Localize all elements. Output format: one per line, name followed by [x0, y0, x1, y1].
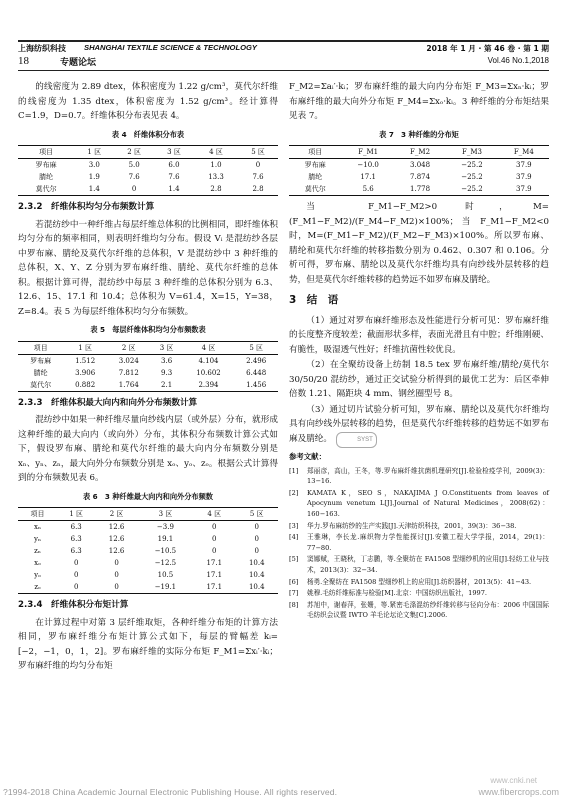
paragraph: 混纺纱中如果一种纤维尽量向纱线内层（或外层）分布，就形成这种纤维的最大向内（或向外）分布，其体积分布频数计算公式如下，假设罗布麻、腈纶和莫代尔纤维的最大向内分布频数分别是 xₙ、yₙ、zₙ，最大向外分布频数分别是 xₒ、yₒ、zₒ。根据公式计算得到的分布频数见表 6。	[18, 415, 278, 483]
col-header: 4 区	[201, 343, 216, 352]
table-cell: yₒ	[34, 571, 41, 579]
table-cell: 腈纶	[33, 368, 48, 377]
col-header: 项目	[39, 148, 54, 156]
ref-number: [6]	[289, 577, 299, 586]
section-heading: 2.3.4 纤维体积分布矩计算	[18, 600, 129, 610]
table-cell: 6.3	[70, 523, 82, 531]
table-cell: 1.4	[88, 185, 100, 193]
table-row	[18, 521, 278, 534]
reference-item	[289, 554, 549, 575]
table-7	[289, 145, 549, 196]
table-cell: 12.6	[108, 547, 125, 555]
table-header-row	[18, 508, 278, 521]
col-header: F_M3	[461, 148, 482, 156]
table-6	[18, 507, 278, 594]
table-cell: 7.6	[168, 173, 180, 181]
col-header: 4 区	[207, 510, 222, 518]
col-header: F_M2	[410, 148, 431, 156]
table-cell: −19.1	[154, 583, 177, 591]
table-row	[18, 171, 278, 183]
ref-text: 苏旭中，谢春萍，张姗，等.紧密毛涤混纺纱纤维转移与径向分布：2006 中国国际毛纺织会议暨 IWTO 羊毛论坛论文集[C].2006.	[307, 600, 549, 620]
table-cell: 1.0	[210, 161, 222, 169]
journal-title-en: SHANGHAI TEXTILE SCIENCE & TECHNOLOGY	[84, 43, 257, 52]
table-cell: 37.9	[516, 185, 532, 193]
table-cell: −25.2	[461, 173, 483, 181]
table-cell: 13.3	[208, 173, 224, 181]
col-header: 项目	[308, 148, 323, 156]
reference-item	[289, 466, 549, 487]
col-header: 1 区	[87, 148, 102, 156]
left-column	[18, 80, 278, 675]
table-cell: −3.9	[156, 523, 174, 531]
table-cell: 腈纶	[39, 173, 54, 181]
table-cell: xₒ	[34, 559, 41, 567]
col-header: 3 区	[158, 510, 173, 518]
col-header: 项目	[33, 343, 48, 352]
col-header: 5 区	[249, 510, 264, 518]
references-heading: 参考文献：	[289, 452, 326, 461]
issue-info-en: Vol.46 No.1,2018	[487, 56, 549, 65]
table-row	[289, 183, 549, 196]
table-row	[18, 379, 278, 392]
table-cell: 0	[131, 185, 137, 193]
table-cell: 3.048	[410, 161, 431, 169]
paragraph: F_M2=Σaᵢ′·kᵢ；罗布麻纤维的最大向内分布矩 F_M3=Σxₙ·kᵢ；罗布麻纤维的最大向外分布矩 F_M4=Σxₒ·kᵢ。3 种纤维的分布矩结果见表 7。	[289, 82, 549, 121]
table-cell: 10.4	[248, 571, 265, 579]
right-column	[289, 80, 549, 622]
table-cell: −10.5	[154, 547, 177, 555]
section-heading-conclusion: 3 结 语	[289, 294, 339, 306]
table-cell: 7.6	[128, 173, 140, 181]
ref-number: [2]	[289, 488, 299, 497]
col-header: 4 区	[209, 148, 223, 156]
paragraph	[289, 403, 549, 449]
table-row	[18, 557, 278, 569]
table-row	[289, 171, 549, 183]
ref-text: 华力.罗布麻纺纱的生产实践[J].天津纺织科技，2001，39(3)：36−38.	[307, 521, 517, 530]
table-cell: 0	[254, 523, 259, 531]
table-cell: −25.2	[461, 161, 483, 169]
table-7-caption: 表 7 3 种纤维的分布矩	[379, 129, 459, 139]
table-cell: 2.8	[252, 185, 264, 193]
section-heading: 2.3.2 纤维体积均匀分布频数计算	[18, 202, 155, 212]
table-cell: −12.5	[154, 559, 177, 567]
table-cell: −25.2	[461, 185, 483, 193]
paragraph: 若混纺纱中一种纤维占每层纤维总体积的比例相同，即纤维体积均匀分布的频率相同，则表明纤维均匀分布。假设 Vᵢ 是混纺纱各层中罗布麻、腈纶及莫代尔纤维的总体积，V 是混纺纱中 3 种纤维的总体积，X、Y、Z 分别为罗布麻纤维、腈纶、莫代尔纤维的总体积。根据计算可得，混纺纱中每层 3 种纤维的总体积分别为 6.3、12.6、15、17.1 和 10.4；总体积为 V=61.4，X=15，Y=38，Z=8.4。表 5 为每层纤维体积均匀分布频数。	[18, 219, 278, 317]
ref-text: 姚穆.毛纺纤维标准与检验[M].北京：中国纺织出版社，1997.	[307, 589, 488, 598]
paragraph: （2）在全聚纺设备上纺制 18.5 tex 罗布麻纤维/腈纶/莫代尔 30/50/20 混纺纱，通过正交试验分析得到的最优工艺为：后区牵伸倍数 1.21、隔距块 4 mm、钢丝圈型号 8。	[289, 360, 549, 399]
journal-title-cn: 上海纺织科技	[18, 44, 66, 53]
table-cell: 2.1	[161, 380, 173, 389]
watermark-site: www.cnki.net	[490, 776, 537, 785]
reference-item	[289, 532, 549, 553]
table-cell: 7.874	[410, 173, 431, 181]
table-cell: 1.764	[118, 380, 139, 389]
header-bottom-rule	[18, 70, 549, 71]
table-cell: 37.9	[516, 161, 532, 169]
table-cell: 腈纶	[308, 173, 323, 181]
table-cell: 6.3	[70, 547, 82, 555]
table-cell: 37.9	[516, 173, 532, 181]
col-header: 5 区	[249, 343, 263, 352]
table-row	[18, 533, 278, 545]
table-cell: 1.512	[75, 356, 96, 365]
table-cell: 3.024	[118, 356, 139, 365]
table-cell: xₙ	[34, 523, 41, 531]
table-cell: 17.1	[206, 583, 223, 591]
table-row	[18, 545, 278, 557]
table-cell: 0	[114, 583, 119, 591]
ref-text: 窦娜赋，王晓秋，丁志鹏，等.全聚纺在 FA1508 型细纱机的应用[J].轻纺工业与技术，2013(3)：32−34.	[307, 555, 549, 574]
table-4-caption: 表 4 纤维体积分布表	[111, 129, 185, 139]
col-header: 2 区	[127, 148, 141, 156]
table-cell: 莫代尔	[35, 185, 57, 193]
reference-item	[289, 488, 549, 520]
reference-item	[289, 577, 549, 588]
col-header: 1 区	[78, 343, 92, 352]
table-cell: 0	[114, 571, 119, 579]
col-header: F_M4	[513, 148, 534, 156]
table-cell: 0.882	[75, 380, 96, 389]
table-cell: 0	[255, 161, 261, 169]
table-cell: 6.3	[70, 535, 82, 543]
ref-number: [7]	[289, 589, 299, 598]
paragraph: 的线密度为 2.89 dtex，体积密度为 1.22 g/cm³，莫代尔纤维的线密度为 1.35 dtex，体积密度为 1.52 g/cm³。经计算得 C=1.9，D=0.7。纤维体积分布表见表 4。	[18, 82, 278, 121]
table-cell: 3.0	[88, 161, 100, 169]
table-row	[18, 183, 278, 196]
table-cell: 0	[73, 559, 79, 567]
table-header-row	[289, 146, 549, 159]
table-cell: 2.8	[210, 185, 222, 193]
table-cell: 5.6	[362, 185, 374, 193]
table-4	[18, 145, 278, 196]
watermark: www.fibercrops.com	[478, 787, 559, 797]
ref-number: [4]	[289, 533, 299, 542]
table-row	[18, 354, 278, 367]
table-cell: 12.6	[108, 535, 125, 543]
header-top-rule	[18, 40, 549, 42]
col-header: F_M1	[358, 148, 379, 156]
table-cell: 10.4	[248, 559, 265, 567]
table-cell: 0	[212, 523, 217, 531]
table-cell: 1.4	[168, 185, 180, 193]
table-row	[289, 159, 549, 172]
table-cell: 0	[73, 583, 79, 591]
table-cell: 莫代尔	[30, 380, 52, 389]
conclusion-3-text: （3）通过切片试验分析可知，罗布麻、腈纶以及莫代尔纤维均具有向纱线外层转移的趋势，但是莫代尔纤维转移的趋势远不如罗布麻及腈纶。	[289, 404, 549, 444]
table-row	[18, 367, 278, 379]
table-cell: 4.104	[198, 356, 219, 365]
col-header: 2 区	[109, 510, 124, 518]
table-cell: −10.0	[357, 161, 379, 169]
table-header-row	[18, 146, 278, 159]
table-cell: 1.456	[246, 380, 267, 389]
table-cell: 罗布麻	[35, 161, 57, 169]
ref-text: KAMATA K，SEO S，NAKAJIMA J O.Constituents from leaves of Apocynum venetum L[J].Journal of Natural Medicines，2008(62)：160−163.	[307, 488, 549, 518]
table-cell: 0	[212, 547, 217, 555]
table-cell: 10.5	[157, 571, 174, 579]
table-cell: zₙ	[34, 547, 41, 555]
table-cell: 10.602	[196, 368, 221, 377]
table-cell: 7.812	[118, 368, 139, 377]
table-cell: 莫代尔	[304, 185, 326, 193]
col-header: 2 区	[121, 343, 136, 352]
table-cell: 0	[73, 571, 79, 579]
table-cell: 12.6	[108, 523, 125, 531]
ref-number: [8]	[289, 600, 299, 609]
col-header: 1 区	[69, 510, 84, 518]
table-cell: 0	[254, 547, 259, 555]
table-cell: 9.3	[161, 368, 173, 377]
ref-text: 郑丽彦，高山，王冬，等.罗布麻纤维抗菌机理研究[J].检验检疫学刊，2009(3)：13−16.	[307, 466, 549, 486]
table-cell: 3.6	[161, 356, 173, 365]
reference-item	[289, 600, 549, 621]
table-row	[18, 569, 278, 581]
issue-info-cn: 2018 年 1 月 · 第 46 卷 · 第 1 期	[426, 44, 549, 53]
table-cell: 2.496	[246, 356, 267, 365]
table-cell: 6.448	[246, 368, 267, 377]
section-heading: 2.3.3 纤维体积最大向内和向外分布频数计算	[18, 397, 198, 408]
table-cell: 罗布麻	[304, 161, 326, 169]
table-header-row	[18, 341, 278, 354]
copyright-notice: ?1994-2018 China Academic Journal Electronic Publishing House. All rights reserved.	[3, 787, 338, 797]
end-mark: SYST	[336, 432, 377, 449]
ref-number: [5]	[289, 555, 299, 564]
table-cell: 0	[212, 535, 217, 543]
ref-number: [1]	[289, 466, 299, 475]
page-number: 18	[18, 55, 29, 67]
table-cell: yₙ	[34, 535, 41, 543]
table-cell: 7.6	[252, 173, 264, 181]
table-cell: 0	[114, 559, 119, 567]
table-row	[18, 159, 278, 172]
ref-text: 王雅琳，李长龙.麻织物力学性能探讨[J].安徽工程大学学报，2014，29(1)：77−80.	[307, 533, 549, 552]
table-cell: 1.9	[88, 173, 100, 181]
reference-item	[289, 588, 549, 599]
col-header: 项目	[30, 510, 45, 518]
col-header: 5 区	[251, 148, 265, 156]
table-cell: 6.0	[168, 161, 180, 169]
reference-item	[289, 521, 549, 532]
table-5	[18, 341, 278, 392]
table-5-caption: 表 5 每层纤维体积均匀分布频数表	[90, 325, 206, 334]
paragraph: 当 F_M1−F_M2>0 时，M=(F_M1−F_M2)/(F_M4−F_M2)×100%；当 F_M1−F_M2<0 时，M=(F_M1−F_M2)/(F_M2−F_M3)×100%。所以罗布麻、腈纶和莫代尔纤维的转移指数分别为 0.462、0.307 和 0.106。分析可得，罗布麻、腈纶以及莫代尔纤维均具有向纱线外层转移的趋势，但是莫代尔纤维转移的趋势远不如罗布麻及腈纶。	[289, 202, 549, 285]
ref-number: [3]	[289, 521, 299, 530]
table-row	[18, 581, 278, 594]
table-cell: 5.0	[128, 161, 140, 169]
table-cell: zₒ	[34, 583, 41, 591]
table-6-caption: 表 6 3 种纤维最大向内和向外分布频数	[82, 491, 213, 501]
table-cell: 3.906	[75, 368, 96, 377]
table-cell: 17.1	[206, 559, 223, 567]
col-header: 3 区	[159, 343, 174, 352]
table-cell: 0	[254, 535, 259, 543]
table-cell: 罗布麻	[30, 356, 52, 365]
table-cell: 19.1	[157, 535, 174, 543]
table-cell: 2.394	[198, 380, 219, 389]
paragraph: 在计算过程中对第 3 层纤维取矩，各种纤维分布矩的计算方法相同，罗布麻纤维分布矩计算公式如下，每层的臂幅差 kᵢ=[−2，−1，0，1，2]。罗布麻纤维的实际分布矩 F_M1=Σxᵢ′·kᵢ；罗布麻纤维的均匀分布矩	[18, 617, 278, 671]
column-name: 专题论坛	[60, 58, 97, 68]
table-cell: 17.1	[206, 571, 223, 579]
table-cell: 10.4	[248, 583, 265, 591]
ref-text: 杨勇.全聚纺在 FA1508 型细纱机上的应用[J].纺织器材，2013(5)：41−43.	[307, 577, 532, 586]
paragraph: （1）通过对罗布麻纤维形态及性能进行分析可见：罗布麻纤维的长度整齐度较差；截面形状多样，表面光滑且有中腔；纤维刚硬、有脆性，吸湿透气性好；纤维抗菌性较优良。	[289, 315, 549, 355]
references	[289, 452, 549, 621]
col-header: 3 区	[167, 148, 181, 156]
table-cell: 1.778	[410, 185, 431, 193]
table-cell: 17.1	[360, 173, 376, 181]
